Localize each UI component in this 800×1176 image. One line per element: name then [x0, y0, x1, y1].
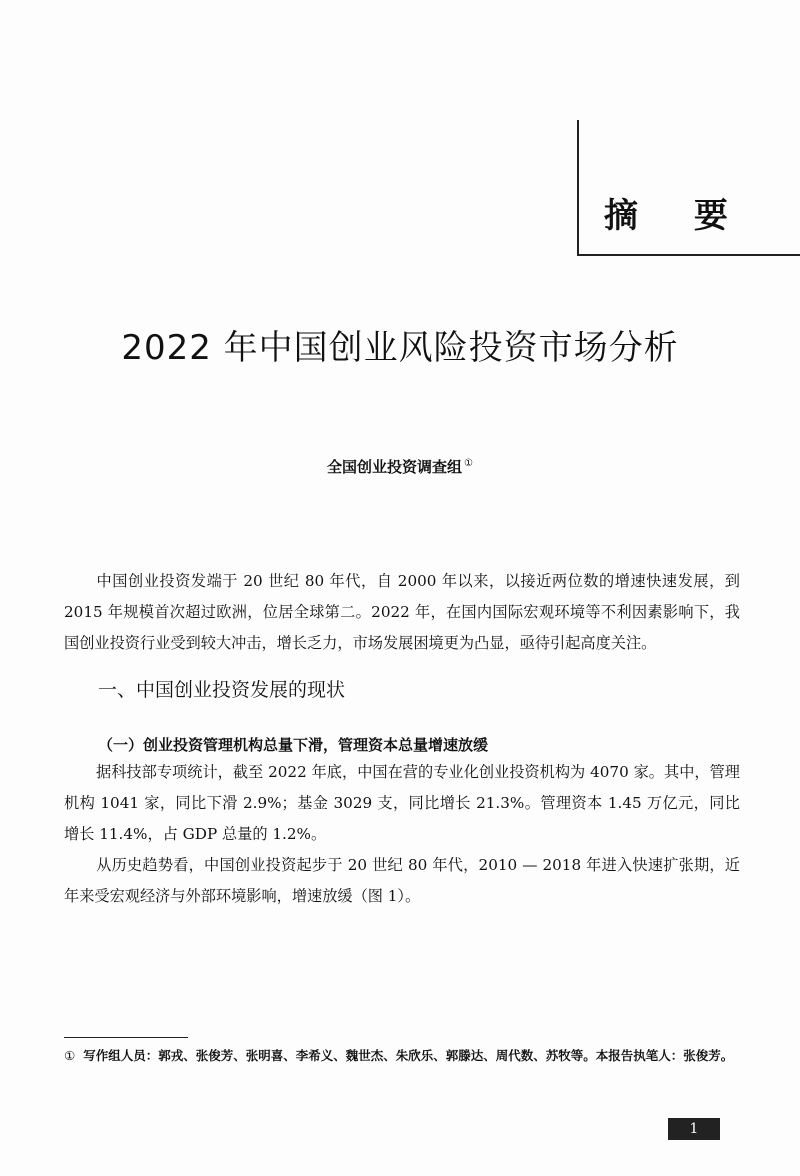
section-heading: 一、中国创业投资发展的现状 [98, 679, 346, 701]
footnote-text: 写作组人员：郭戎、张俊芳、张明喜、李希义、魏世杰、朱欣乐、郭滕达、周代数、苏牧等。本报告执笔人：张俊芳。 [83, 1048, 734, 1063]
body-paragraph-3 [64, 850, 740, 912]
body-paragraph-2-text: 据科技部专项统计，截至 2022 年底，中国在营的专业化创业投资机构为 4070 家。其中，管理机构 1041 家，同比下滑 2.9%；基金 3029 支，同比增长 21.3%。管理资本 1.45 万亿元，同比增长 11.4%，占 GDP 总量的 1.2%。 [64, 763, 740, 843]
page-title: 2022 年中国创业风险投资市场分析 [121, 328, 679, 368]
author-footnote-mark: ① [464, 458, 473, 469]
intro-paragraph-text: 中国创业投资发端于 20 世纪 80 年代，自 2000 年以来，以接近两位数的增速快速发展，到 2015 年规模首次超过欧洲，位居全球第二。2022 年，在国内国际宏观环境等不利因素影响下，我国创业投资行业受到较大冲击，增长乏力，市场发展困境更为凸显，亟待引起高度关注。 [64, 572, 740, 652]
intro-paragraph [64, 566, 740, 659]
author-line [0, 456, 800, 477]
body-paragraph-3-text: 从历史趋势看，中国创业投资起步于 20 世纪 80 年代，2010 — 2018 年进入快速扩张期，近年来受宏观经济与外部环境影响，增速放缓（图 1）。 [64, 856, 740, 905]
subsection-heading: （一）创业投资管理机构总量下滑，管理资本总量增速放缓 [98, 736, 489, 754]
page-number: 1 [668, 1118, 720, 1140]
footnote-mark: ① [64, 1048, 76, 1063]
author-name: 全国创业投资调查组 [327, 458, 463, 476]
section-tab-label: 摘 要 [604, 196, 750, 236]
footnote [64, 1044, 744, 1068]
footnote-divider [64, 1037, 188, 1038]
body-paragraph-2 [64, 757, 740, 850]
